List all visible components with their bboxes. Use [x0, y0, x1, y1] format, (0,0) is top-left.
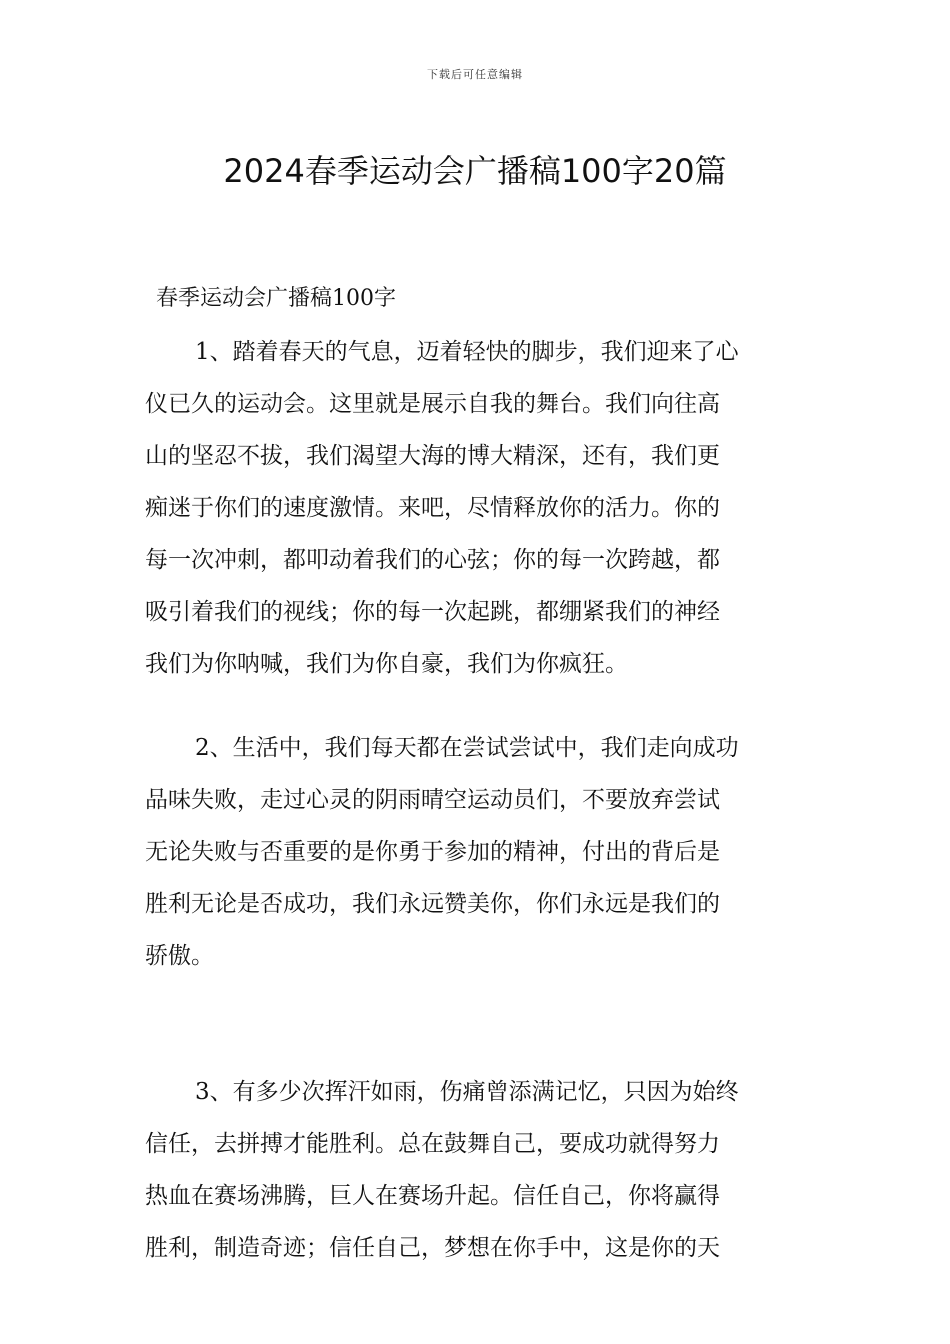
paragraph-line: 2、生活中，我们每天都在尝试尝试中，我们走向成功 [195, 735, 739, 761]
paragraph-line: 我们为你呐喊，我们为你自豪，我们为你疯狂。 [145, 651, 628, 677]
paragraph-1 [145, 326, 810, 690]
document-title: 2024春季运动会广播稿100字20篇 [223, 152, 727, 191]
paragraph-line: 痴迷于你们的速度激情。来吧，尽情释放你的活力。你的 [145, 495, 720, 521]
header-note: 下载后可任意编辑 [427, 68, 523, 81]
paragraph-line: 山的坚忍不拔，我们渴望大海的博大精深，还有，我们更 [145, 443, 720, 469]
paragraph-line: 吸引着我们的视线；你的每一次起跳，都绷紧我们的神经 [145, 599, 720, 625]
paragraph-2 [145, 722, 810, 982]
paragraph-line: 品味失败，走过心灵的阴雨晴空运动员们，不要放弃尝试 [145, 787, 720, 813]
paragraph-line: 胜利无论是否成功，我们永远赞美你，你们永远是我们的 [145, 891, 720, 917]
paragraph-line: 每一次冲刺，都叩动着我们的心弦；你的每一次跨越，都 [145, 547, 720, 573]
paragraph-line: 仪已久的运动会。这里就是展示自我的舞台。我们向往高 [145, 391, 720, 417]
paragraph-line: 热血在赛场沸腾，巨人在赛场升起。信任自己，你将赢得 [145, 1183, 720, 1209]
paragraph-line: 无论失败与否重要的是你勇于参加的精神，付出的背后是 [145, 839, 720, 865]
paragraph-line: 3、有多少次挥汗如雨，伤痛曾添满记忆，只因为始终 [195, 1079, 739, 1105]
paragraph-line: 骄傲。 [145, 943, 214, 969]
paragraph-3 [145, 1066, 810, 1274]
paragraph-line: 胜利，制造奇迹；信任自己，梦想在你手中，这是你的天 [145, 1235, 720, 1261]
paragraph-line: 信任，去拼搏才能胜利。总在鼓舞自己，要成功就得努力 [145, 1131, 720, 1157]
section-heading: 春季运动会广播稿100字 [156, 286, 396, 311]
paragraph-line: 1、踏着春天的气息，迈着轻快的脚步，我们迎来了心 [195, 339, 739, 365]
